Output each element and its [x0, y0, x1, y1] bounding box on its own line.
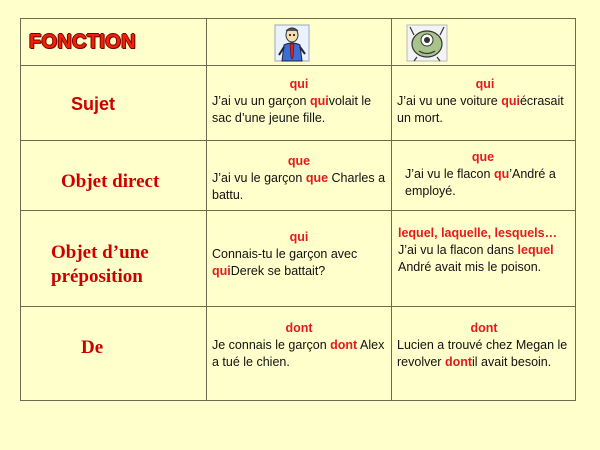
relative-pronoun: lequel: [517, 243, 554, 257]
function-label-objet-direct: Objet direct: [61, 171, 160, 192]
pronoun-heading: qui: [475, 77, 495, 91]
column-divider: [391, 19, 392, 400]
column-divider: [206, 19, 207, 400]
example-text: Je connais le garçon: [212, 338, 331, 352]
example-cell: [397, 77, 573, 126]
example-text: J’ai vu une voiture: [397, 94, 502, 108]
example-text: ’André a employé.: [405, 167, 556, 198]
example-text: J’ai vu le flacon: [405, 167, 494, 181]
table-title: FONCTION: [29, 31, 136, 53]
example-cell: [212, 230, 386, 279]
man-with-tie-icon: [273, 23, 311, 63]
row-divider: [21, 65, 575, 66]
example-text: J’ai vu la flacon dans: [398, 243, 518, 257]
pronoun-heading: que: [287, 154, 311, 168]
relative-pronoun: que: [305, 171, 329, 185]
pronoun-heading: dont: [470, 321, 498, 335]
example-text: André avait mis le poison.: [398, 259, 542, 274]
row-divider: [21, 306, 575, 307]
pronoun-heading: qui: [289, 230, 309, 244]
pronoun-heading: dont: [285, 321, 313, 335]
example-text: Charles a battu.: [212, 171, 386, 202]
relative-pronoun: qui: [212, 263, 231, 278]
function-label-objet-preposition-line2: préposition: [51, 266, 143, 287]
example-text: écrasait un mort.: [397, 94, 564, 125]
example-text: Connais-tu le garçon avec: [212, 247, 358, 261]
one-eyed-creature-icon: [405, 23, 449, 63]
function-label-sujet: Sujet: [71, 94, 116, 114]
relative-pronoun: qui: [501, 94, 520, 108]
relative-pronoun: dont: [444, 354, 473, 369]
example-text: il avait besoin.: [472, 354, 552, 369]
example-text: Lucien a trouvé chez Megan le revolver: [397, 338, 568, 369]
example-text: J’ai vu le garçon: [212, 171, 306, 185]
pronoun-heading: que: [471, 150, 495, 164]
function-label-de: De: [81, 337, 104, 358]
row-divider: [21, 140, 575, 141]
example-text: Derek se battait?: [230, 263, 326, 278]
example-cell: [212, 321, 386, 370]
relative-pronoun: dont: [330, 338, 358, 352]
example-cell: [398, 226, 574, 275]
example-text: volait le sac d’une jeune fille.: [212, 94, 372, 125]
row-divider: [21, 210, 575, 211]
function-label-objet-preposition: Objet d’une: [51, 242, 149, 263]
relative-pronoun: qui: [309, 94, 329, 108]
example-cell: [397, 321, 571, 370]
pronoun-heading: lequel, laquelle, lesquels…: [398, 226, 558, 240]
pronoun-heading: qui: [289, 77, 309, 91]
example-cell: [405, 150, 561, 199]
relative-pronoun: qu: [493, 167, 510, 181]
relative-pronoun-table: [20, 18, 576, 401]
example-cell: [212, 77, 386, 126]
example-text: J’ai vu un garçon: [212, 94, 310, 108]
example-text: Alex a tué le chien.: [212, 338, 385, 369]
example-cell: [212, 154, 386, 203]
